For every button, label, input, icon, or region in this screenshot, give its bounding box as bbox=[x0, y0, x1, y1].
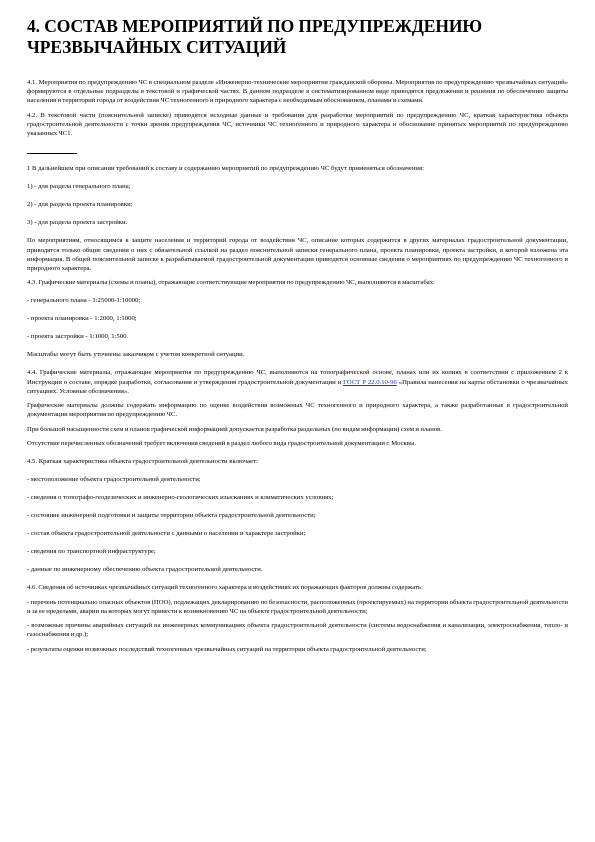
source-item-3: - результаты оценки возможных последствий техногенных чрезвычайных ситуаций на территории объекта градостроительной деятельности; bbox=[27, 645, 427, 653]
gost-link[interactable]: ГОСТ Р 22.0.10-96 bbox=[343, 378, 397, 386]
paragraph-4-4-text: 4.4. Графические материалы, отражающие мероприятия по предупреждению ЧС, выполняются на топографической основе, планах или их копиях в соответствии с приложением 2 к Инструкции о составе, порядке разработки, согласования и утверждения градостроительной документации и bbox=[27, 369, 568, 386]
footnote-item-3: 3) - для раздела проекта застройки. bbox=[27, 219, 128, 227]
characteristic-item-3: - состояние инженерной подготовки и защиты территории объекта градостроительной деятельности; bbox=[27, 512, 316, 520]
footnote-intro: 1 В дальнейшем при описании требований к составу и содержанию мероприятий по предупреждению ЧС будут применяться обозначения: bbox=[27, 165, 424, 173]
characteristic-item-5: - сведения по транспортной инфраструктуре; bbox=[27, 548, 156, 556]
paragraph-4-6: 4.6. Сведения об источниках чрезвычайных ситуаций техногенного характера и воздействиях их поражающих факторов должны содержать: bbox=[27, 584, 423, 592]
characteristic-item-6: - данные по инженерному обеспечению объекта градостроительной деятельности. bbox=[27, 566, 263, 574]
paragraph-other-materials: По мероприятиям, относящимся к защите населения и территорий города от воздействия ЧС, описание которых содержится в других материалах градостроительной документации, приводятся только общие сведения о них с обязательной ссылкой на раздел пояснительной записки генерального плана, проекта планировки, проекта застройки, в которой изложена эта информация. В общей пояснительной записке к разрабатываемой градостроительной документации приводятся основные сведения о мероприятиях по предупреждению ЧС техногенного и природного характера. bbox=[27, 237, 568, 273]
characteristic-item-2: - сведения о топографо-геодезических и инженерно-геологических изысканиях и климатических условиях; bbox=[27, 494, 334, 502]
paragraph-4-5: 4.5. Краткая характеристика объекта градостроительной деятельности включает: bbox=[27, 458, 258, 466]
page-title: 4. СОСТАВ МЕРОПРИЯТИЙ ПО ПРЕДУПРЕЖДЕНИЮ ЧРЕЗВЫЧАЙНЫХ СИТУАЦИЙ bbox=[27, 16, 482, 57]
scale-note: Масштабы могут быть уточнены заказчиком с учетом конкретной ситуации. bbox=[27, 351, 245, 359]
footnote-divider bbox=[27, 153, 77, 154]
paragraph-4-4-tail: «Правила нанесения на карты обстановки о чрезвычайных ситуациях. Условные обозначения». bbox=[27, 378, 568, 395]
footnote-item-1: 1) - для раздела генерального плана; bbox=[27, 183, 131, 191]
source-item-1: - перечень потенциально опасных объектов (ПОО), подлежащих декларированию по безопасности, расположенных (проектируемых) на территории объекта градостроительной деятельности и за ее пределами, аварии на которых могут привести к возникновению ЧС на объекте градостроительной деятельности; bbox=[27, 598, 568, 615]
paragraph-4-2: 4.2. В текстовой части (пояснительной записке) приводятся исходные данные и требования для разработки мероприятий по предупреждению ЧС, краткая характеристика объекта градостроительной деятельности с точки зрения предупреждения ЧС, источники ЧС техногенного и природного характера и обоснование принятых мероприятий по предупреждению указанных ЧС1. bbox=[27, 111, 568, 138]
source-item-2: - возможные причины аварийных ситуаций на инженерных коммуникациях объекта градостроительной деятельности (системы водоснабжения и канализации, электроснабжения, тепло- и газоснабжения и др.); bbox=[27, 622, 568, 639]
paragraph-4-3: 4.3. Графические материалы (схемы и планы), отражающие соответствующие мероприятия по предупреждению ЧС, выполняются в масштабах: bbox=[27, 279, 435, 287]
scale-item-2: - проекта планировки - 1:2000, 1:1000; bbox=[27, 315, 137, 323]
scale-item-1: - генерального плана - 1:25000-1:10000; bbox=[27, 297, 141, 305]
footnote-item-2: 2) - для раздела проекта планировки; bbox=[27, 201, 133, 209]
paragraph-absent-designations: Отсутствие перечисленных обозначений требует включения сведений в раздел любого вида градостроительной документации г. Москвы. bbox=[27, 440, 417, 448]
paragraph-separate-schemes: При большой насыщенности схем и планов графической информацией допускается разработка раздельных (по видам информации) схем и планов. bbox=[27, 425, 442, 433]
scale-item-3: - проекта застройки - 1:1000, 1:500. bbox=[27, 333, 129, 341]
paragraph-4-1: 4.1. Мероприятия по предупреждению ЧС в специальном разделе «Инженерно-технические мероприятия гражданской обороны. Мероприятия по предупреждению чрезвычайных ситуаций» формируются в отдельные подразделы в текстовой и графической частях. В данном подразделе в систематизированном виде приводятся предложения и решения по обеспечению защиты населения и территорий города от воздействия ЧС техногенного и природного характера с необходимым обоснованием, планами и схемами. bbox=[27, 79, 568, 105]
paragraph-graphic-materials: Графические материалы должны содержать информацию по оценке воздействия возможных ЧС техногенного и природного характера, а также разработанные в градостроительной документации мероприятия по предупреждению ЧС. bbox=[27, 402, 568, 419]
paragraph-4-4 bbox=[27, 368, 568, 396]
characteristic-item-4: - состав объекта градостроительной деятельности с данными о населении и характере застройки; bbox=[27, 530, 306, 538]
characteristic-item-1: - местоположение объекта градостроительной деятельности; bbox=[27, 476, 201, 484]
